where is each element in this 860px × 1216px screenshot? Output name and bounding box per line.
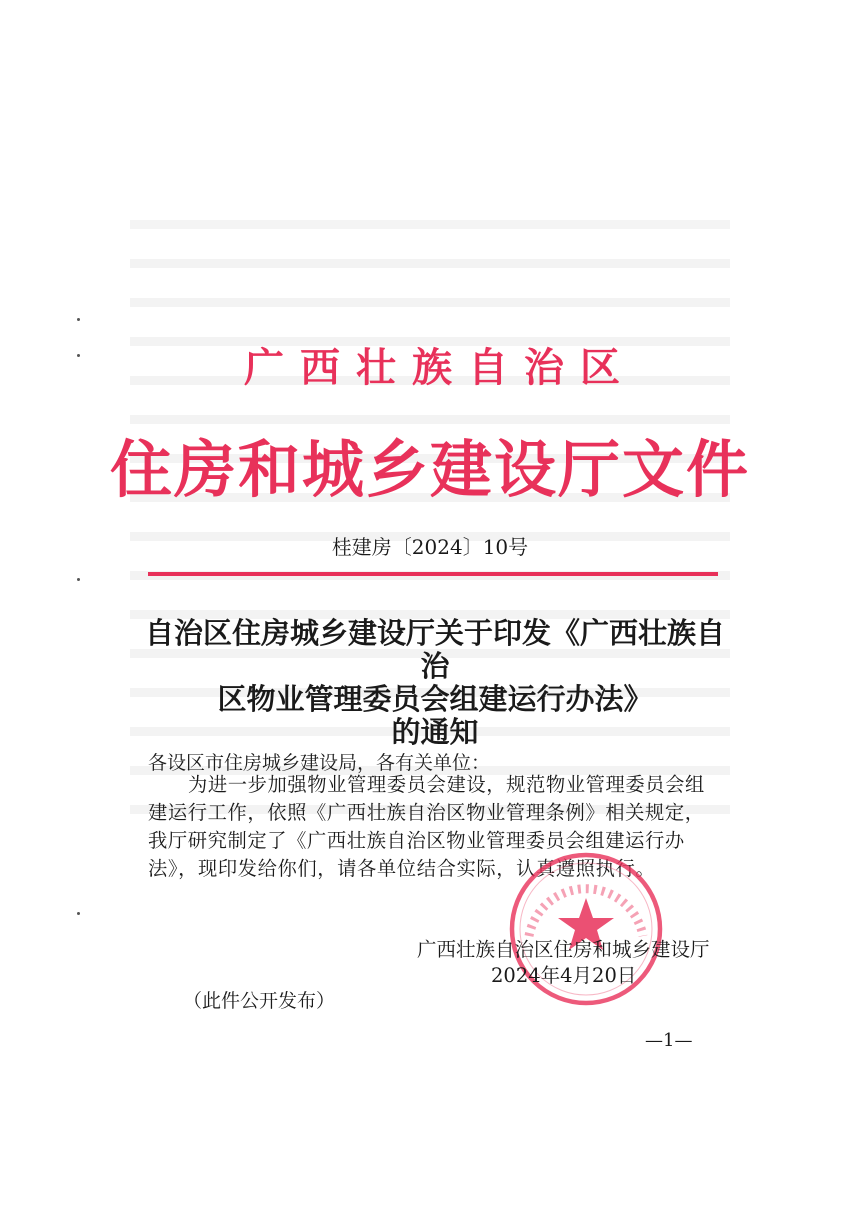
- body-line-1: 为进一步加强物业管理委员会建设，规范物业管理委员会组: [188, 773, 705, 796]
- signing-organization: 广西壮族自治区住房和城乡建设厅: [417, 938, 710, 961]
- title-line-1: 自治区住房城乡建设厅关于印发《广西壮族自治: [144, 616, 725, 683]
- margin-mark: [77, 318, 80, 321]
- issuer-document-header: 住房和城乡建设厅文件: [109, 433, 750, 506]
- release-note: （此件公开发布）: [183, 990, 336, 1012]
- body-line-3: 我厅研究制定了《广西壮族自治区物业管理委员会组建运行办: [148, 829, 685, 852]
- issuer-region: 广西壮族自治区: [244, 344, 636, 391]
- signing-date: 2024年4月20日: [491, 964, 637, 987]
- margin-mark: [77, 578, 80, 581]
- salutation: 各设区市住房城乡建设局，各有关单位：: [148, 752, 491, 774]
- title-line-3: 的通知: [391, 715, 479, 749]
- body-line-4: 法》，现印发给你们，请各单位结合实际，认真遵照执行。: [148, 857, 656, 880]
- margin-mark: [77, 912, 80, 915]
- red-divider-line: [148, 572, 718, 576]
- page-number: —1—: [645, 1030, 693, 1051]
- document-title: [140, 617, 730, 749]
- document-number: 桂建房〔2024〕10号: [331, 535, 529, 559]
- title-line-2: 区物业管理委员会组建运行办法》: [217, 682, 653, 716]
- body-line-2: 建运行工作，依照《广西壮族自治区物业管理条例》相关规定，: [148, 801, 705, 824]
